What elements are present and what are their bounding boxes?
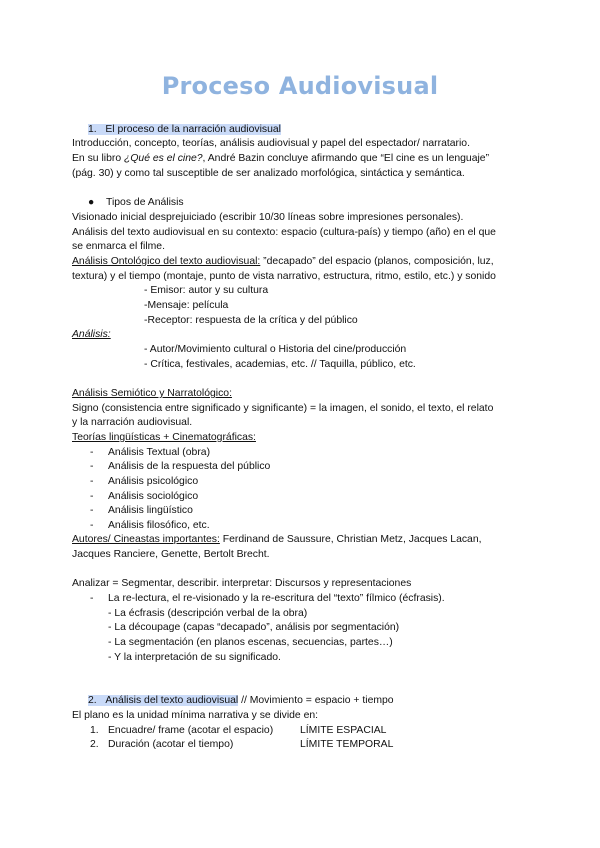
section-2-title: Análisis del texto audiovisual bbox=[105, 695, 239, 706]
analizar-line: Analizar = Segmentar, describir. interpretar: Discursos y representaciones bbox=[72, 578, 412, 589]
list-item: Análisis de la respuesta del público bbox=[108, 461, 271, 472]
numbered-item-text: Duración (acotar el tiempo) bbox=[108, 739, 234, 750]
autor-line: - Autor/Movimiento cultural o Historia del cine/producción bbox=[144, 344, 407, 355]
section-1-line-2: En su libro ¿Qué es el cine?, André Bazin concluye afirmando que “El cine es un lenguaje” bbox=[72, 153, 490, 164]
section-2-line-1: El plano es la unidad mínima narrativa y se divide en: bbox=[72, 710, 319, 721]
section-1-title: El proceso de la narración audiovisual bbox=[105, 124, 281, 135]
ontologico-line: Análisis Ontológico del texto audiovisual: ”decapado” del espacio (planos, composición, luz, bbox=[72, 256, 494, 267]
analizar-sub-item: - La segmentación (en planos escenas, secuencias, partes…) bbox=[108, 637, 393, 648]
list-item: Análisis Textual (obra) bbox=[108, 447, 211, 458]
numbered-item-number: 1. bbox=[90, 725, 99, 736]
dash-icon: - bbox=[90, 491, 94, 502]
list-item: Análisis psicológico bbox=[108, 476, 199, 487]
teorias-label: Teorías lingüísticas + Cinematográficas: bbox=[72, 432, 256, 443]
analisis-label: Análisis: bbox=[72, 329, 111, 340]
numbered-item-number: 2. bbox=[90, 739, 99, 750]
bullet-icon: ● bbox=[88, 197, 95, 208]
receptor-line: -Receptor: respuesta de la crítica y del público bbox=[144, 315, 358, 326]
dash-icon: - bbox=[90, 447, 94, 458]
critica-line: - Crítica, festivales, academias, etc. // Taquilla, público, etc. bbox=[144, 359, 416, 370]
dash-icon: - bbox=[90, 461, 94, 472]
analizar-sub-item: - La écfrasis (descripción verbal de la obra) bbox=[108, 608, 308, 619]
tipos-line-3: se enmarca el filme. bbox=[72, 241, 165, 252]
list-item: Análisis lingüístico bbox=[108, 505, 193, 516]
section-1-heading bbox=[88, 123, 281, 138]
semiotico-line-2: y la narración audiovisual. bbox=[72, 417, 193, 428]
page-title: Proceso Audiovisual bbox=[161, 72, 439, 100]
tipos-line-1: Visionado inicial desprejuiciado (escribir 10/30 líneas sobre impresiones personales). bbox=[72, 212, 464, 223]
list-item: Análisis filosófico, etc. bbox=[108, 520, 210, 531]
dash-icon: - bbox=[90, 505, 94, 516]
relectura-line: La re-lectura, el re-visionado y la re-escritura del “texto” fílmico (écfrasis). bbox=[108, 593, 445, 604]
tipos-line-5: textura) y el tiempo (montaje, punto de vista narrativo, estructura, ritmo, estilo, etc.) y sonido bbox=[72, 271, 496, 282]
mensaje-line: -Mensaje: película bbox=[144, 300, 229, 311]
numbered-item-text: Encuadre/ frame (acotar el espacio) bbox=[108, 725, 274, 736]
section-1-number: 1. bbox=[88, 124, 97, 135]
tipos-line-2: Análisis del texto audiovisual en su contexto: espacio (cultura-país) y tiempo (año) en el que bbox=[72, 227, 496, 238]
analizar-sub-item: - La découpage (capas “decapado”, análisis por segmentación) bbox=[108, 622, 400, 633]
emisor-line: - Emisor: autor y su cultura bbox=[144, 285, 269, 296]
book-title: ¿Qué es el cine? bbox=[123, 153, 203, 164]
numbered-item-limit: LÍMITE ESPACIAL bbox=[300, 725, 387, 736]
section-2-heading: 2. Análisis del texto audiovisual // Movimiento = espacio + tiempo bbox=[88, 695, 394, 706]
autores-line: Autores/ Cineastas importantes: Ferdinand de Saussure, Christian Metz, Jacques Lacan, bbox=[72, 534, 482, 545]
analizar-sub-item: - Y la interpretación de su significado. bbox=[108, 652, 281, 663]
section-1-line-1: Introducción, concepto, teorías, análisis audiovisual y papel del espectador/ narratario. bbox=[72, 138, 470, 149]
dash-icon: - bbox=[90, 476, 94, 487]
numbered-item-limit: LÍMITE TEMPORAL bbox=[300, 739, 394, 750]
list-item: Análisis sociológico bbox=[108, 491, 199, 502]
section-2-number: 2. bbox=[88, 695, 97, 706]
tipos-heading: Tipos de Análisis bbox=[106, 197, 184, 208]
section-1-line-3: (pág. 30) y como tal susceptible de ser analizado morfológica, sintáctica y semántica. bbox=[72, 168, 465, 179]
dash-icon: - bbox=[90, 520, 94, 531]
dash-icon: - bbox=[90, 593, 94, 604]
autores-line-2: Jacques Ranciere, Genette, Bertolt Brecht. bbox=[72, 549, 270, 560]
semiotico-line-1: Signo (consistencia entre significado y significante) = la imagen, el sonido, el texto, el relato bbox=[72, 403, 494, 414]
semiotico-label: Análisis Semiótico y Narratológico: bbox=[72, 388, 232, 399]
autores-label: Autores/ Cineastas importantes: bbox=[72, 534, 220, 545]
ontologico-label: Análisis Ontológico del texto audiovisual: bbox=[72, 256, 261, 267]
